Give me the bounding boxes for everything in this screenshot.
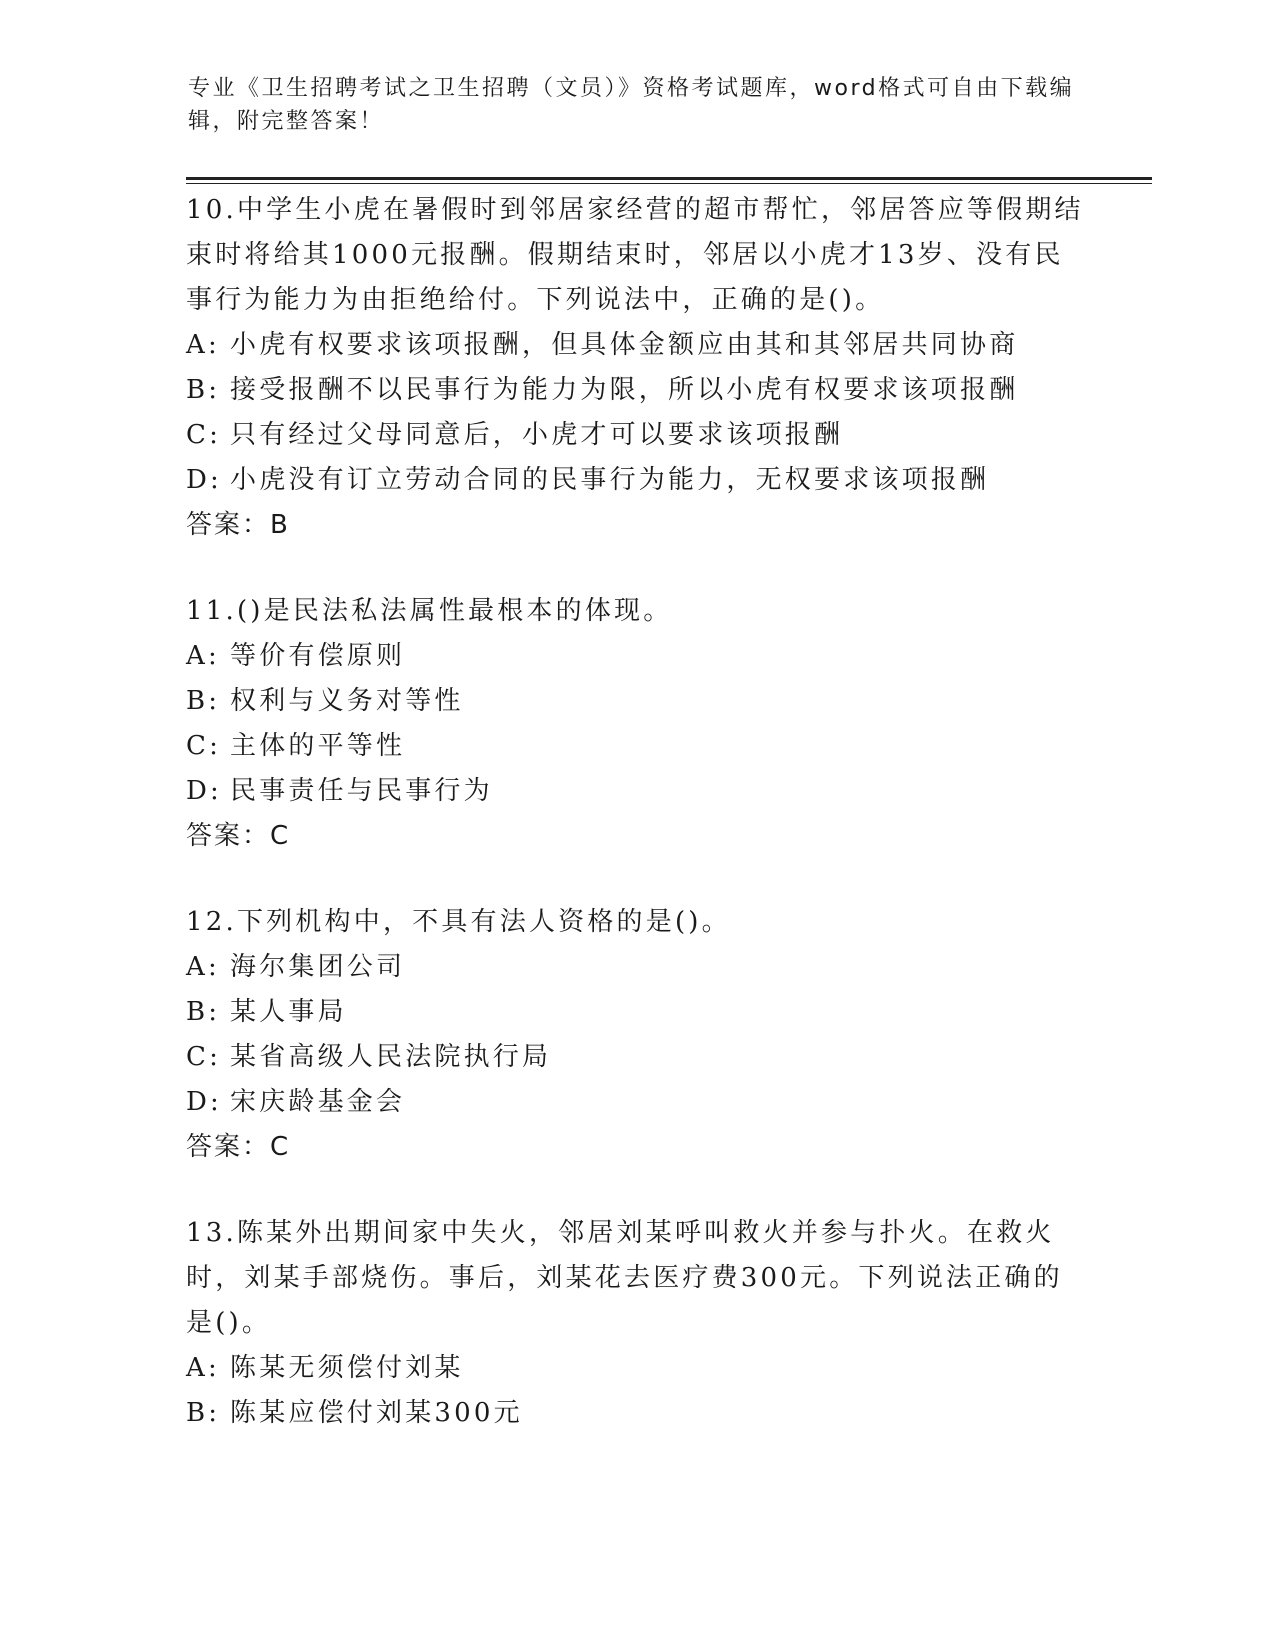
option-letter: C: <box>186 1042 222 1072</box>
option-text: 陈某应偿付刘某300元 <box>230 1398 523 1428</box>
option-c <box>186 724 1086 769</box>
option-d <box>186 1080 1086 1125</box>
option-text: 某省高级人民法院执行局 <box>230 1042 552 1072</box>
question-13 <box>186 1211 1086 1436</box>
option-text: 权利与义务对等性 <box>230 686 464 716</box>
option-b <box>186 679 1086 724</box>
option-letter: A: <box>186 330 220 360</box>
option-b <box>186 990 1086 1035</box>
option-letter: D: <box>186 776 223 806</box>
option-text: 宋庆龄基金会 <box>230 1087 406 1117</box>
question-11 <box>186 589 1086 859</box>
question-stem: 11.()是民法私法属性最根本的体现。 <box>186 596 673 626</box>
option-d <box>186 769 1086 814</box>
option-b <box>186 368 1086 413</box>
question-10 <box>186 188 1086 548</box>
option-letter: A: <box>186 952 220 982</box>
option-d <box>186 458 1086 503</box>
option-text: 陈某无须偿付刘某 <box>230 1353 464 1383</box>
question-stem: 10.中学生小虎在暑假时到邻居家经营的超市帮忙，邻居答应等假期结束时将给其1000元报酬。假期结束时，邻居以小虎才13岁、没有民事行为能力为由拒绝给付。下列说法中，正确的是()。 <box>186 195 1084 315</box>
option-text: 某人事局 <box>230 997 347 1027</box>
option-letter: B: <box>186 686 221 716</box>
option-letter: A: <box>186 1353 220 1383</box>
option-letter: B: <box>186 1398 221 1428</box>
option-text: 小虎没有订立劳动合同的民事行为能力，无权要求该项报酬 <box>230 465 990 495</box>
option-letter: B: <box>186 375 221 405</box>
question-stem: 12.下列机构中，不具有法人资格的是()。 <box>186 907 731 937</box>
option-letter: A: <box>186 641 220 671</box>
option-text: 等价有偿原则 <box>230 641 406 671</box>
option-letter: C: <box>186 731 222 761</box>
option-letter: D: <box>186 465 223 495</box>
option-text: 小虎有权要求该项报酬，但具体金额应由其和其邻居共同协商 <box>230 330 1019 360</box>
option-text: 民事责任与民事行为 <box>230 776 493 806</box>
option-text: 海尔集团公司 <box>230 952 406 982</box>
answer-line: 答案：B <box>186 510 290 540</box>
answer-line: 答案：C <box>186 1132 291 1162</box>
option-letter: C: <box>186 420 222 450</box>
option-a <box>186 945 1086 990</box>
document-header: 专业《卫生招聘考试之卫生招聘（文员）》资格考试题库，word格式可自由下载编辑，附完整答案！ <box>188 76 1075 134</box>
option-text: 接受报酬不以民事行为能力为限，所以小虎有权要求该项报酬 <box>230 375 1019 405</box>
header-divider-thin <box>186 183 1152 184</box>
option-text: 只有经过父母同意后，小虎才可以要求该项报酬 <box>230 420 844 450</box>
question-12 <box>186 900 1086 1170</box>
option-letter: D: <box>186 1087 223 1117</box>
answer-line: 答案：C <box>186 821 291 851</box>
option-a <box>186 1346 1086 1391</box>
option-letter: B: <box>186 997 221 1027</box>
option-b <box>186 1391 1086 1436</box>
option-a <box>186 323 1086 368</box>
question-list <box>186 188 1086 1477</box>
option-a <box>186 634 1086 679</box>
option-c <box>186 1035 1086 1080</box>
header-divider-thick <box>186 177 1152 180</box>
option-c <box>186 413 1086 458</box>
option-text: 主体的平等性 <box>230 731 406 761</box>
question-stem: 13.陈某外出期间家中失火，邻居刘某呼叫救火并参与扑火。在救火时，刘某手部烧伤。事后，刘某花去医疗费300元。下列说法正确的是()。 <box>186 1218 1063 1338</box>
